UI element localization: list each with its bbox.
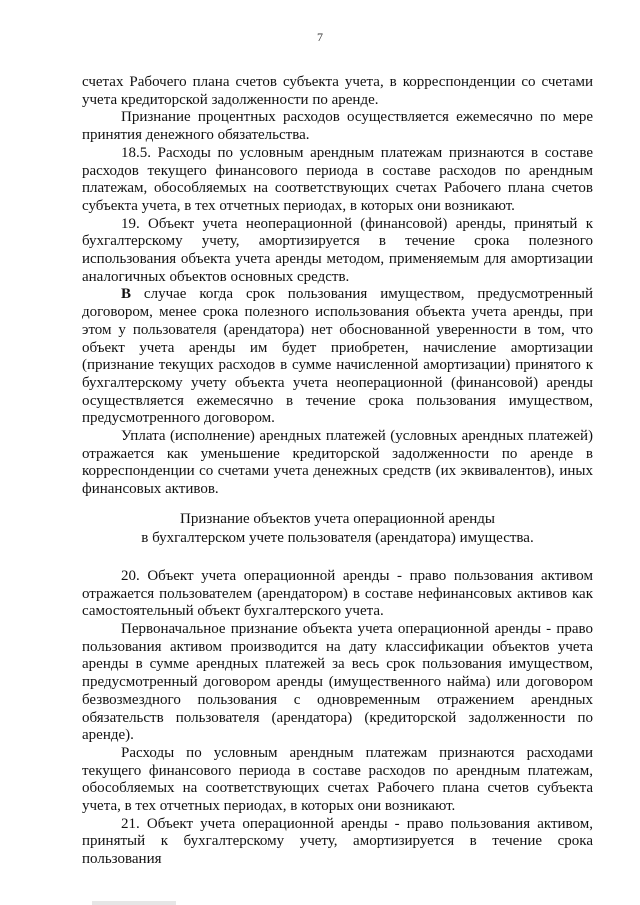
paragraph-amortization-term xyxy=(82,286,593,428)
paragraph-continuation: счетах Рабочего плана счетов субъекта учета, в корреспонденции со счетами учета кредиторской задолженности по аренде. xyxy=(82,74,593,108)
paragraph-initial-recognition: Первоначальное признание объекта учета операционной аренды - право пользования активом производится на дату классификации объектов учета аренды в сумме арендных платежей за весь срок пользования имуществом, предусмотренный договором аренды (имущественного найма) или договором безвозмездного пользования с одновременным отражением арендных обязательств пользователя (арендатора) (кредиторской задолженности по аренде). xyxy=(82,620,593,744)
paragraph-19: 19. Объект учета неоперационной (финансовой) аренды, принятый к бухгалтерскому учету, амортизируется в течение срока полезного использования объекта учета аренды методом, применяемым для амортизации аналогичных объектов основных средств. xyxy=(82,215,593,285)
section-heading xyxy=(82,510,593,548)
section-heading-line-2: в бухгалтерском учете пользователя (арендатора) имущества. xyxy=(141,529,534,546)
paragraph-21: 21. Объект учета операционной аренды - право пользования активом, принятый к бухгалтерскому учету, амортизируется в течение срока пользования xyxy=(82,815,593,868)
bottom-scan-edge xyxy=(0,901,640,905)
page-number: 7 xyxy=(317,30,323,44)
document-body xyxy=(82,74,593,869)
section-heading-line-1: Признание объектов учета операционной аренды xyxy=(179,510,495,527)
paragraph-conditional-payments: Расходы по условным арендным платежам признаются расходами текущего финансового периода в составе расходов по арендным платежам, обособляемых на соответствующих счетах Рабочего плана счетов субъекта учета, в тех отчетных периодах, в которых они возникают. xyxy=(82,744,593,815)
paragraph-amortization-text: случае когда срок пользования имуществом, предусмотренный договором, менее срока полезного использования объекта учета аренды, при этом у пользователя (арендатора) нет обоснованной уверенности в том, что объект учета аренды им будет приобретен, начисление амортизации (признание текущих расходов в сумме начисленной амортизации) принятого к бухгалтерскому учету объекта учета неоперационной (финансовой) аренды осуществляется ежемесячно в течение срока пользования имуществом, предусмотренного договором. xyxy=(82,286,593,427)
paragraph-20: 20. Объект учета операционной аренды - право пользования активом отражается пользователем (арендатором) в составе нефинансовых активов как самостоятельный объект бухгалтерского учета. xyxy=(82,567,593,620)
paragraph-18-5: 18.5. Расходы по условным арендным платежам признаются в составе расходов текущего финансового периода в составе расходов по арендным платежам, обособляемых на соответствующих счетах Рабочего плана счетов субъекта учета, в тех отчетных периодах, в которых они возникают. xyxy=(82,144,593,214)
paragraph-payment: Уплата (исполнение) арендных платежей (условных арендных платежей) отражается как уменьшение кредиторской задолженности по аренде в корреспонденции со счетами учета денежных средств (их эквивалентов), иных финансовых активов. xyxy=(82,428,593,498)
paragraph-lead-letter: В xyxy=(121,286,132,303)
paragraph-interest-expense: Признание процентных расходов осуществляется ежемесячно по мере принятия денежного обязательства. xyxy=(82,109,593,144)
